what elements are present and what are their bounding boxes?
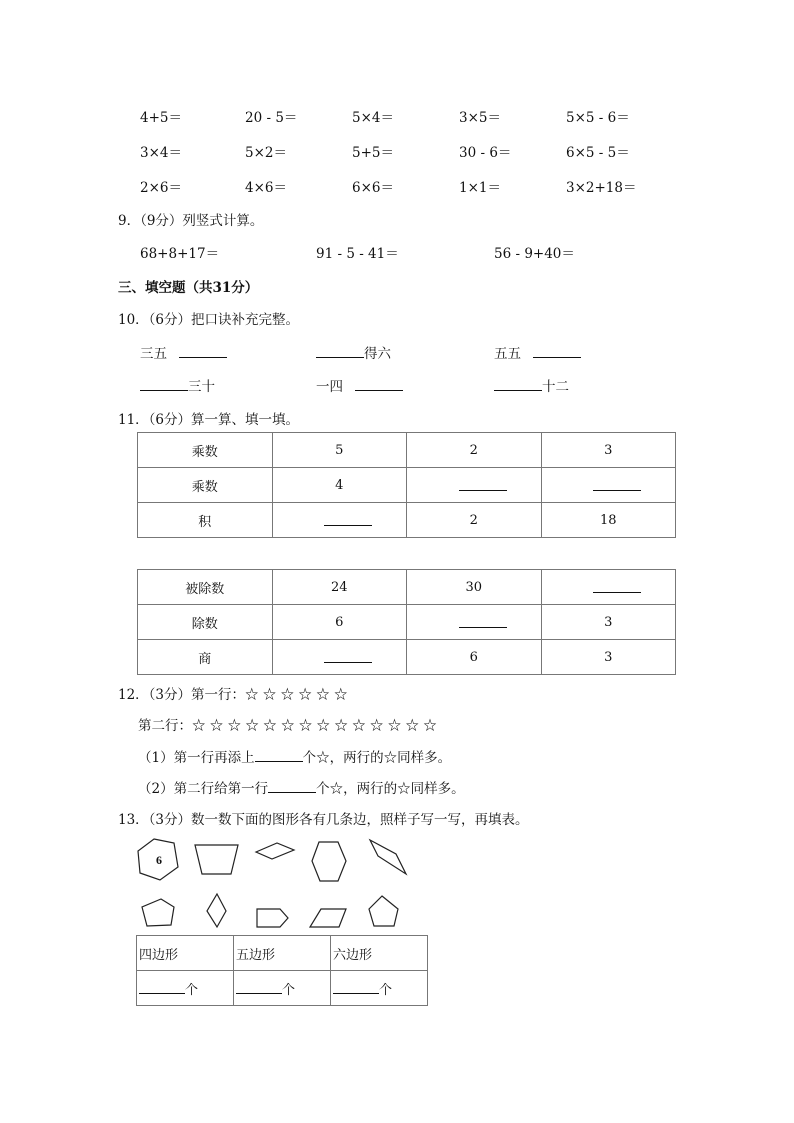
oral-arithmetic-item: 6×6＝ [352,180,394,196]
value-cell: 2 [407,503,542,538]
answer-blank[interactable] [459,613,507,628]
unit-label: 个 [185,982,199,998]
value-cell: 6 [407,640,542,675]
oral-arithmetic-item: 3×5＝ [459,110,501,126]
hexagon-shape [312,842,346,881]
section-3-title: 三、填空题（共31分） [118,280,259,296]
oral-arithmetic-item: 3×4＝ [140,145,182,161]
answer-cell [541,570,676,605]
trapezoid-shape [195,845,238,874]
oral-arithmetic-item: 5×2＝ [245,145,287,161]
shapes-figure [134,834,410,934]
answer-blank[interactable] [459,476,507,491]
q12-sub1-post: 个☆，两行的☆同样多。 [302,750,452,766]
answer-cell [407,468,542,503]
answer-blank[interactable] [316,343,364,358]
value-cell: 4 [272,468,407,503]
q11-title: 11．（6分）算一算、填一填。 [118,412,300,428]
row-header-cell: 商 [138,640,273,675]
q10-item-4-text: 三十 [188,379,215,395]
pentagon-count-cell [234,971,331,1006]
q10-item-3-text: 五五 [494,346,521,362]
row-header-cell: 除数 [138,605,273,640]
q10-item-5 [316,375,403,395]
answer-blank[interactable] [355,376,403,391]
value-cell: 18 [541,503,676,538]
row-header-cell: 积 [138,503,273,538]
q9-item-2: 91 - 5 - 41＝ [316,246,399,262]
multiplication-table [137,432,676,538]
q10-item-1 [140,342,227,362]
header-hexagon: 六边形 [331,936,428,971]
row-header-cell: 乘数 [138,468,273,503]
oral-arithmetic-item: 1×1＝ [459,180,501,196]
oral-arithmetic-item: 5+5＝ [352,145,394,161]
q12-sub2 [138,777,465,797]
oral-arithmetic-item: 4+5＝ [140,110,182,126]
hexagon-count-cell [331,971,428,1006]
oral-arithmetic-item: 6×5 - 5＝ [566,145,630,161]
q12-sub1-pre: （1）第一行再添上 [138,750,255,766]
answer-blank[interactable] [236,979,282,994]
q10-title: 10．（6分）把口诀补充完整。 [118,312,300,328]
division-table [137,569,676,675]
q12-row2: 第二行：☆ ☆ ☆ ☆ ☆ ☆ ☆ ☆ ☆ ☆ ☆ ☆ ☆ ☆ [138,718,437,734]
q10-item-6-text: 十二 [542,379,569,395]
q10-item-5-text: 一四 [316,379,343,395]
unit-label: 个 [379,982,393,998]
rhombus-shape [207,894,226,927]
pentagon-shape [257,909,288,927]
answer-blank[interactable] [494,376,542,391]
answer-cell [272,640,407,675]
answer-blank[interactable] [255,747,303,762]
q10-item-2 [316,342,391,362]
polygon-count-table [136,935,428,1006]
oral-arithmetic-item: 20 - 5＝ [245,110,298,126]
q10-item-6 [494,375,569,395]
answer-blank[interactable] [593,476,641,491]
unit-label: 个 [282,982,296,998]
answer-blank[interactable] [324,648,372,663]
q10-item-2-text: 得六 [364,346,391,362]
pentagon-shape [142,899,174,926]
q10-item-1-text: 三五 [140,346,167,362]
q12-title: 12．（3分）第一行：☆ ☆ ☆ ☆ ☆ ☆ [118,687,348,703]
row-header-cell: 被除数 [138,570,273,605]
value-cell: 5 [272,433,407,468]
value-cell: 24 [272,570,407,605]
answer-blank[interactable] [139,979,185,994]
q13-title: 13．（3分）数一数下面的图形各有几条边，照样子写一写，再填表。 [118,812,529,828]
rhombus-shape [256,843,294,859]
header-quadrilateral: 四边形 [137,936,234,971]
q9-title: 9．（9分）列竖式计算。 [118,213,264,229]
q10-item-4 [140,375,215,395]
pentagon-shape [369,896,398,926]
parallelogram-shape [310,909,346,927]
answer-cell [541,468,676,503]
answer-cell [272,503,407,538]
value-cell: 30 [407,570,542,605]
answer-cell [407,605,542,640]
q12-sub2-pre: （2）第二行给第一行 [138,781,269,797]
answer-blank[interactable] [324,511,372,526]
oral-arithmetic-item: 3×2+18＝ [566,180,637,196]
value-cell: 2 [407,433,542,468]
value-cell: 3 [541,605,676,640]
oral-arithmetic-item: 5×5 - 6＝ [566,110,630,126]
answer-blank[interactable] [268,778,316,793]
oral-arithmetic-item: 5×4＝ [352,110,394,126]
oral-arithmetic-item: 30 - 6＝ [459,145,512,161]
oral-arithmetic-item: 2×6＝ [140,180,182,196]
sample-hexagon-label: 6 [156,853,162,867]
q10-item-3 [494,342,581,362]
answer-blank[interactable] [140,376,188,391]
answer-blank[interactable] [333,979,379,994]
value-cell: 3 [541,433,676,468]
q12-sub1 [138,746,451,766]
answer-blank[interactable] [593,578,641,593]
value-cell: 3 [541,640,676,675]
answer-blank[interactable] [179,343,227,358]
q12-sub2-post: 个☆，两行的☆同样多。 [316,781,465,797]
header-pentagon: 五边形 [234,936,331,971]
oral-arithmetic-item: 4×6＝ [245,180,287,196]
rhombus-shape [370,840,406,874]
q9-item-3: 56 - 9+40＝ [494,246,575,262]
q9-item-1: 68+8+17＝ [140,246,220,262]
row-header-cell: 乘数 [138,433,273,468]
quadrilateral-count-cell [137,971,234,1006]
value-cell: 6 [272,605,407,640]
answer-blank[interactable] [533,343,581,358]
